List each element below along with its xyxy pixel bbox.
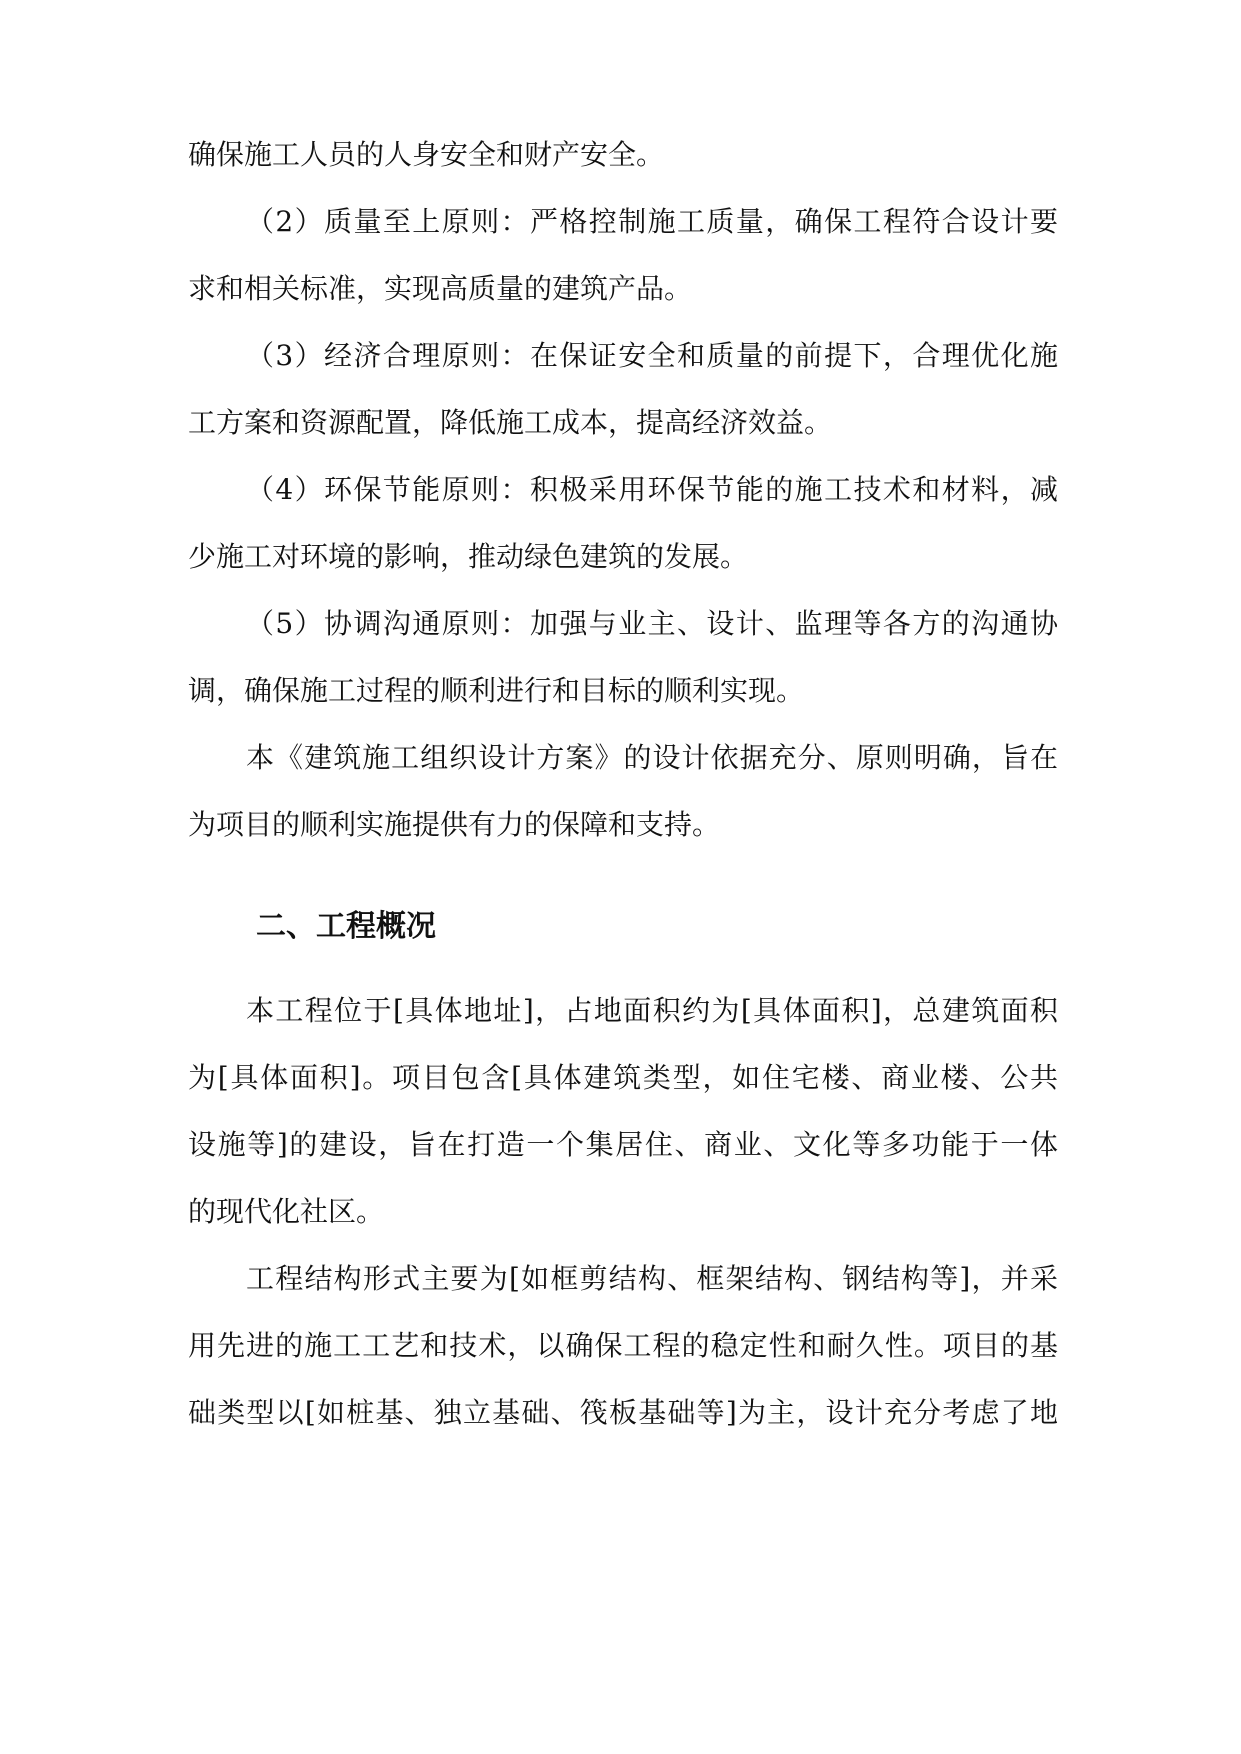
paragraph-line: 工程结构形式主要为[如框剪结构、框架结构、钢结构等]，并采 bbox=[246, 1262, 1058, 1295]
paragraph-line: （3）经济合理原则：在保证安全和质量的前提下，合理优化施 bbox=[246, 339, 1058, 372]
paragraph-line: 确保施工人员的人身安全和财产安全。 bbox=[188, 138, 665, 171]
paragraph-line: 的现代化社区。 bbox=[188, 1195, 385, 1228]
paragraph-line: 求和相关标准，实现高质量的建筑产品。 bbox=[188, 272, 693, 305]
paragraph-line: 本工程位于[具体地址]，占地面积约为[具体面积]，总建筑面积 bbox=[246, 994, 1058, 1027]
paragraph-line: （2）质量至上原则：严格控制施工质量，确保工程符合设计要 bbox=[246, 205, 1058, 238]
paragraph-line: 设施等]的建设，旨在打造一个集居住、商业、文化等多功能于一体 bbox=[188, 1128, 1058, 1161]
paragraph-line: 工方案和资源配置，降低施工成本，提高经济效益。 bbox=[188, 406, 833, 439]
paragraph-line: （4）环保节能原则：积极采用环保节能的施工技术和材料，减 bbox=[246, 473, 1058, 506]
paragraph-line: 础类型以[如桩基、独立基础、筏板基础等]为主，设计充分考虑了地 bbox=[188, 1396, 1058, 1429]
paragraph-line: （5）协调沟通原则：加强与业主、设计、监理等各方的沟通协 bbox=[246, 607, 1058, 640]
paragraph-line: 为项目的顺利实施提供有力的保障和支持。 bbox=[188, 808, 721, 841]
section-heading: 二、工程概况 bbox=[256, 909, 436, 944]
paragraph-line: 为[具体面积]。项目包含[具体建筑类型，如住宅楼、商业楼、公共 bbox=[188, 1061, 1058, 1094]
paragraph-line: 本《建筑施工组织设计方案》的设计依据充分、原则明确，旨在 bbox=[246, 741, 1058, 774]
paragraph-line: 少施工对环境的影响，推动绿色建筑的发展。 bbox=[188, 540, 749, 573]
paragraph-line: 调，确保施工过程的顺利进行和目标的顺利实现。 bbox=[188, 674, 805, 707]
paragraph-line: 用先进的施工工艺和技术，以确保工程的稳定性和耐久性。项目的基 bbox=[188, 1329, 1058, 1362]
